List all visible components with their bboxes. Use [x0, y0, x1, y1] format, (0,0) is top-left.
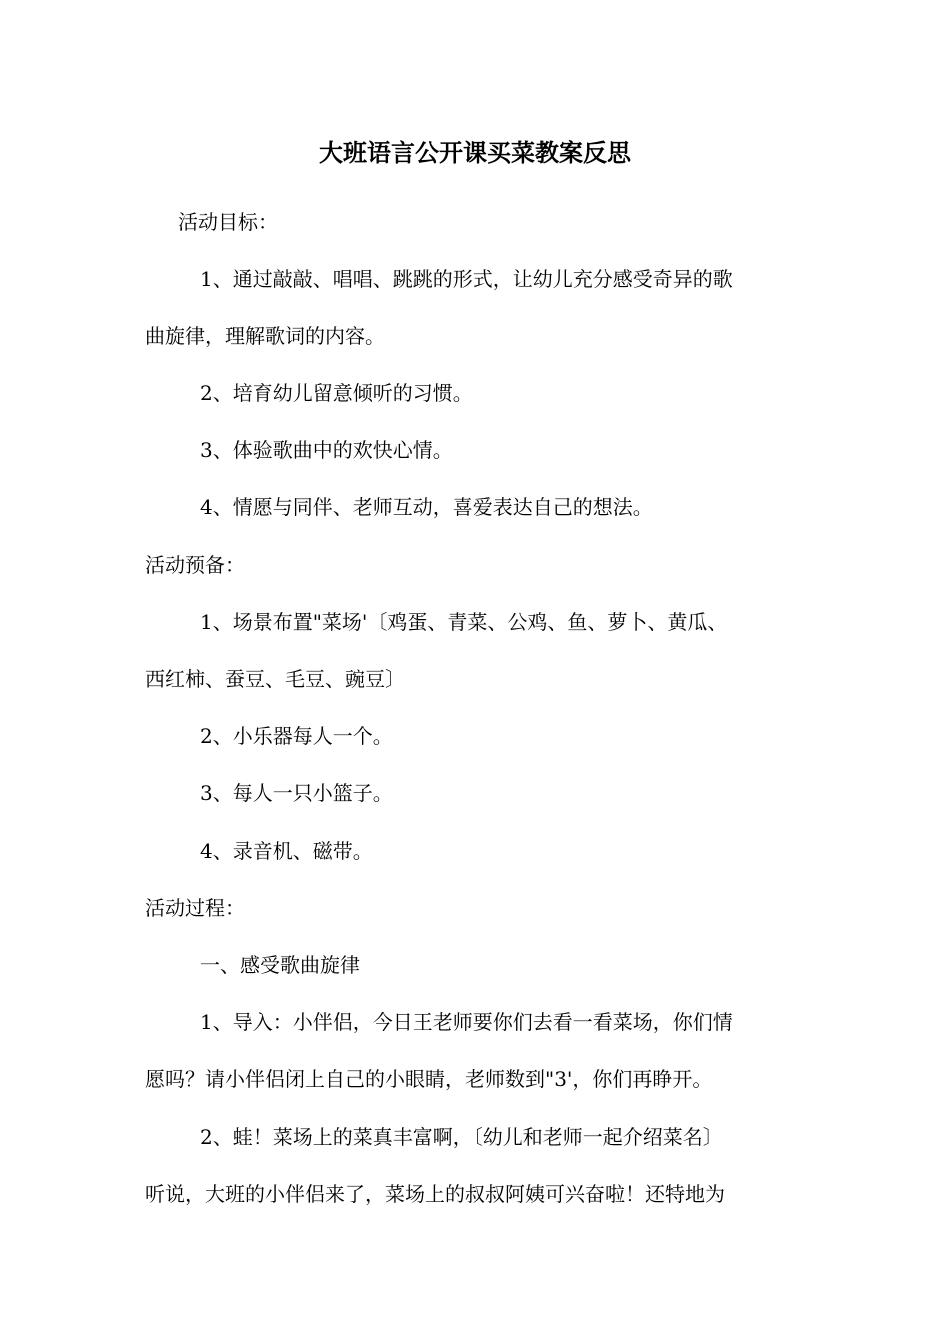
section-heading-process: 活动过程：: [145, 896, 245, 920]
paragraph-line: 2、小乐器每人一个。: [200, 724, 393, 748]
paragraph-line: 2、蛙！菜场上的菜真丰富啊，〔幼儿和老师一起介绍菜名〕: [200, 1125, 723, 1149]
paragraph-line: 3、体验歌曲中的欢快心情。: [200, 438, 453, 462]
paragraph-line: 1、导入：小伴侣，今日王老师要你们去看一看菜场，你们情: [200, 1010, 733, 1034]
subsection-heading: 一、感受歌曲旋律: [200, 953, 360, 977]
paragraph-line: 3、每人一只小篮子。: [200, 781, 393, 805]
section-heading-preparation: 活动预备：: [145, 553, 245, 577]
paragraph-line: 4、录音机、磁带。: [200, 839, 373, 863]
paragraph-line: 西红柿、蚕豆、毛豆、豌豆〕: [145, 667, 405, 691]
paragraph-line: 愿吗？请小伴侣闭上自己的小眼睛，老师数到"3'，你们再睁开。: [145, 1067, 713, 1091]
section-heading-goals: 活动目标：: [178, 210, 278, 234]
paragraph-line: 2、培育幼儿留意倾听的习惯。: [200, 381, 473, 405]
paragraph-line: 1、场景布置"菜场'〔鸡蛋、青菜、公鸡、鱼、萝卜、黄瓜、: [200, 610, 728, 634]
paragraph-line: 听说，大班的小伴侣来了，菜场上的叔叔阿姨可兴奋啦！还特地为: [145, 1182, 725, 1206]
paragraph-line: 曲旋律，理解歌词的内容。: [145, 324, 385, 348]
document-title: 大班语言公开课买菜教案反思: [319, 138, 631, 167]
paragraph-line: 1、通过敲敲、唱唱、跳跳的形式，让幼儿充分感受奇异的歌: [200, 267, 733, 291]
paragraph-line: 4、情愿与同伴、老师互动，喜爱表达自己的想法。: [200, 495, 653, 519]
